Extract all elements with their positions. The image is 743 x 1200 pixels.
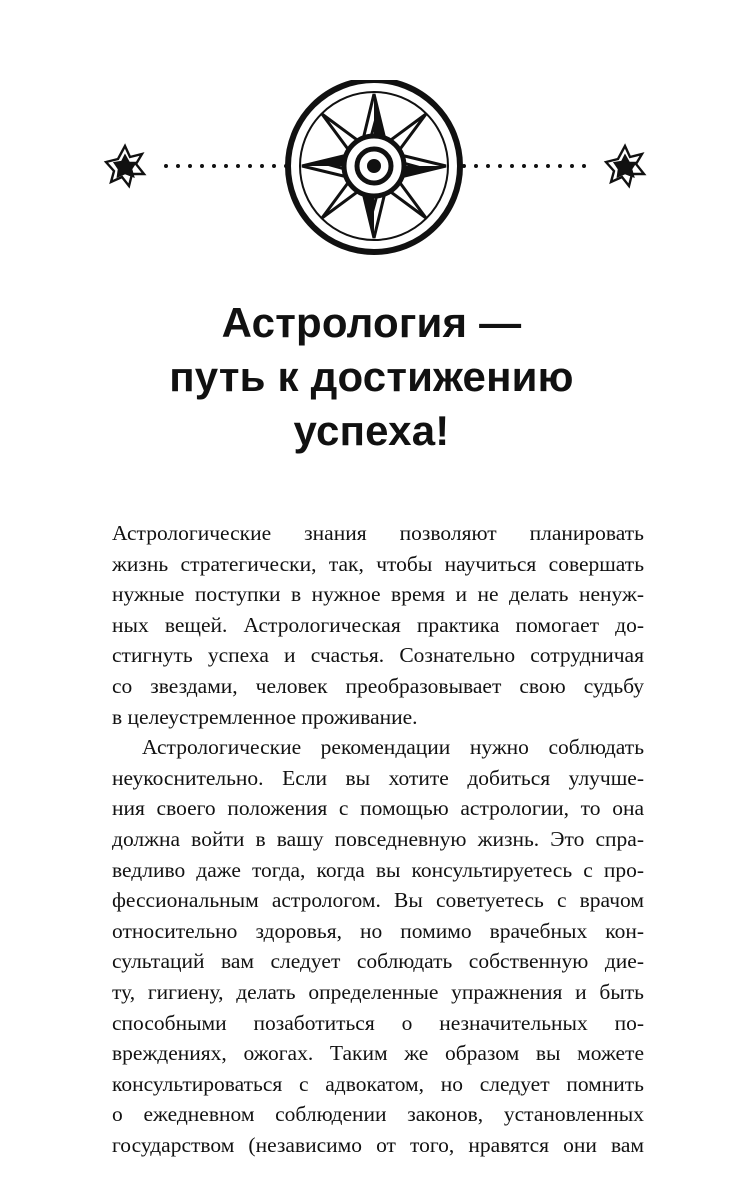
chapter-title — [0, 296, 743, 458]
text-line: государством (независимо от того, нравятся они вам — [112, 1132, 644, 1157]
header-ornament — [0, 80, 743, 260]
paragraph-1 — [112, 518, 644, 732]
left-star-icon — [106, 146, 144, 186]
text-line: должна войти в вашу повседневную жизнь. Это спра- — [112, 826, 644, 851]
text-line: Астрологические знания позволяют планировать — [112, 521, 644, 545]
text-line: относительно здоровья, но помимо врачебных кон- — [112, 918, 644, 943]
title-line: успеха! — [293, 407, 450, 454]
text-line: стигнуть успеха и счастья. Сознательно сотрудничая — [112, 643, 644, 668]
text-line: ведливо даже тогда, когда вы консультируетесь с про- — [112, 857, 644, 882]
body-text — [112, 518, 644, 1160]
left-dotted-line — [164, 164, 288, 168]
right-dotted-line — [462, 164, 586, 168]
text-line: вреждениях, ожогах. Таким же образом вы можете — [112, 1041, 644, 1066]
text-line: нужные поступки в нужное время и не делать ненуж- — [112, 582, 644, 607]
text-line: со звездами, человек преобразовывает свою судьбу — [112, 673, 644, 698]
text-line: о ежедневном соблюдении законов, установленных — [112, 1102, 644, 1127]
title-line: путь к достижению — [169, 353, 574, 400]
text-line: ния своего положения с помощью астрологии, то она — [112, 796, 644, 821]
text-line: способными позаботиться о незначительных по- — [112, 1010, 644, 1035]
text-line: сультаций вам следует соблюдать собственную дие- — [112, 949, 644, 974]
text-line: неукоснительно. Если вы хотите добиться улучше- — [112, 765, 644, 790]
text-line: Астрологические рекомендации нужно соблюдать — [142, 735, 644, 760]
title-line: Астрология — — [221, 299, 522, 346]
text-line: ных вещей. Астрологическая практика помогает до- — [112, 612, 644, 637]
text-line: фессиональным астрологом. Вы советуетесь с врачом — [112, 888, 644, 913]
text-line: жизнь стратегически, так, чтобы научиться совершать — [112, 551, 644, 576]
text-line: ту, гигиену, делать определенные упражнения и быть — [112, 979, 644, 1004]
text-line: в целеустремленное проживание. — [112, 704, 418, 729]
right-star-icon — [606, 146, 644, 186]
compass-rose-icon — [288, 80, 460, 252]
text-line: консультироваться с адвокатом, но следует помнить — [112, 1071, 644, 1096]
paragraph-2 — [112, 732, 644, 1160]
